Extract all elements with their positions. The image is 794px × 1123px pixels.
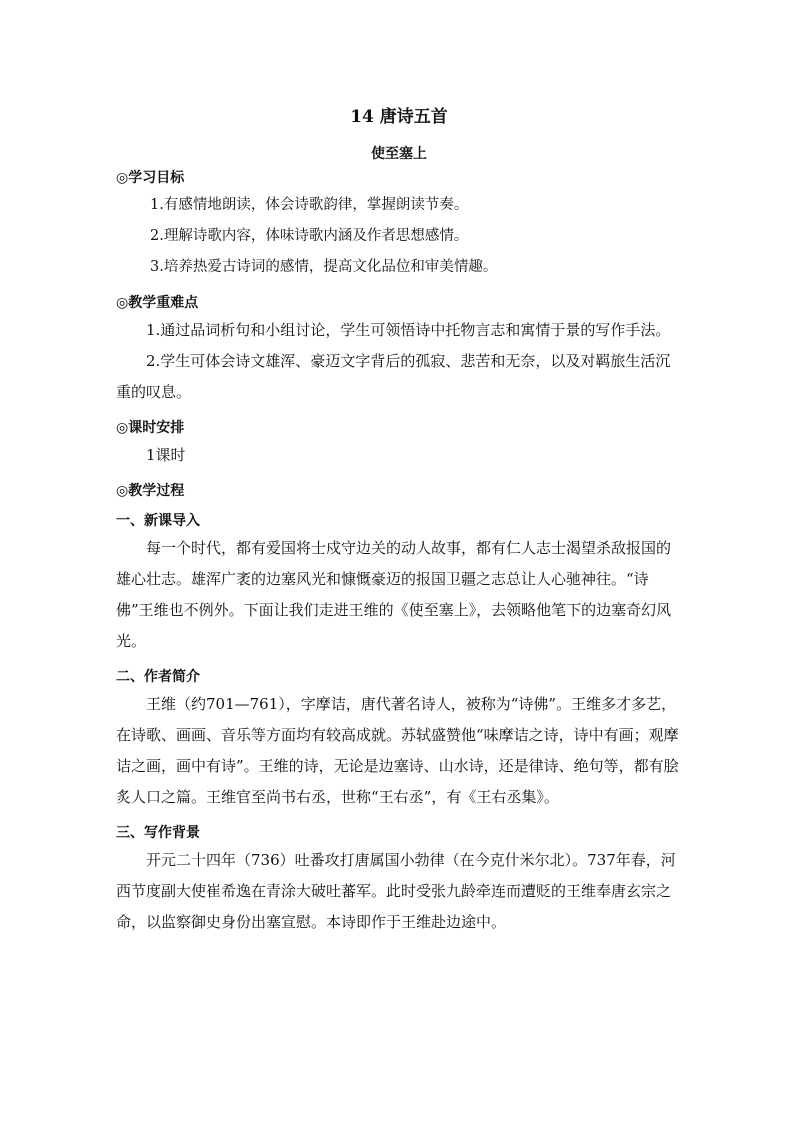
goal-item-3: 3.培养热爱古诗词的感情，提高文化品位和审美情趣。: [150, 259, 498, 275]
goal-item-2: 2.理解诗歌内容，体味诗歌内涵及作者思想感情。: [150, 228, 469, 244]
process-heading: ◎教学过程: [116, 483, 185, 499]
key-point-1: 1.通过品词析句和小组讨论，学生可领悟诗中托物言志和寓情于景的写作手法。: [146, 321, 671, 339]
author-heading: 二、作者简介: [116, 669, 200, 685]
background-text: 开元二十四年（736）吐番攻打唐属国小勃律（在今克什米尔北）。737年春，河西节度副大使崔希逸在青涂大破吐蕃军。此时受张九龄牵连而遭贬的王维奉唐玄宗之命，以监察御史身份出塞宣慰。本诗即作于王维赴边途中。: [116, 851, 676, 931]
key-points-heading: ◎教学重难点: [116, 295, 199, 311]
intro-text: 每一个时代，都有爱国将士戍守边关的动人故事，都有仁人志士渴望杀敌报国的雄心壮志。雄浑广袤的边塞风光和慷慨豪迈的报国卫疆之志总让人心驰神往。“诗佛”王维也不例外。下面让我们走进王维的《使至塞上》，去领略他笔下的边塞奇幻风光。: [116, 539, 672, 650]
schedule-text: 1课时: [146, 446, 186, 464]
key-point-2: 2.学生可体会诗文雄浑、豪迈文字背后的孤寂、悲苦和无奈，以及对羁旅生活沉重的叹息。: [116, 352, 671, 401]
schedule-heading: ◎课时安排: [116, 420, 185, 436]
poem-subtitle: 使至塞上: [371, 146, 427, 162]
document-content: [116, 104, 682, 938]
goals-heading: ◎学习目标: [116, 170, 185, 186]
background-heading: 三、写作背景: [116, 825, 200, 841]
author-text: 王维（约701—761），字摩诘，唐代著名诗人，被称为“诗佛”。王维多才多艺，在诗歌、画画、音乐等方面均有较高成就。苏轼盛赞他“味摩诘之诗，诗中有画；观摩诘之画，画中有诗”。王维的诗，无论是边塞诗、山水诗，还是律诗、绝句等，都有脍炙人口之篇。王维官至尚书右丞，世称“王右丞”，有《王右丞集》。: [116, 695, 679, 806]
intro-heading: 一、新课导入: [116, 513, 200, 529]
document-title: 14 唐诗五首: [350, 107, 448, 127]
goal-item-1: 1.有感情地朗读，体会诗歌韵律，掌握朗读节奏。: [150, 197, 469, 213]
